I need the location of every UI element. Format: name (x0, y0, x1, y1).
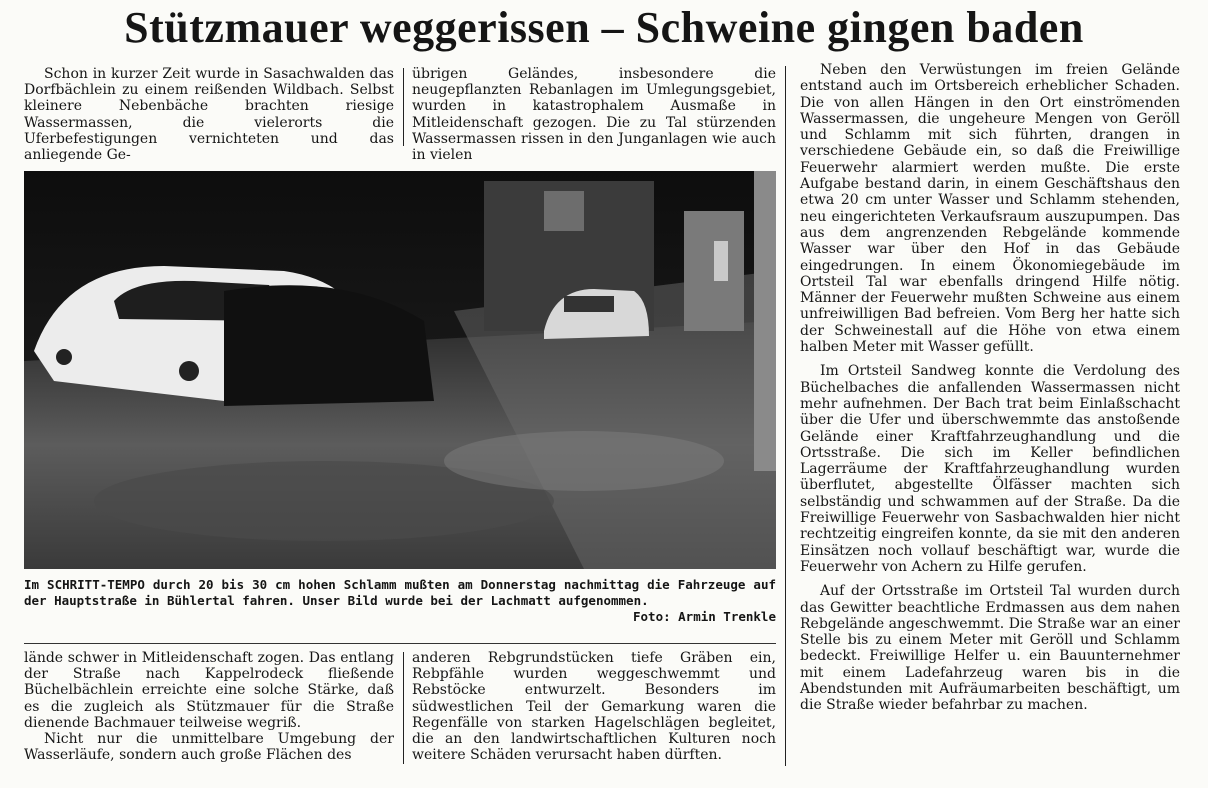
paragraph: Nicht nur die unmittelbare Umgebung der Wasserläufe, sondern auch große Flächen des (24, 731, 394, 764)
article-bottom-column-2 (412, 650, 776, 771)
photo-flooded-street (24, 171, 776, 569)
paragraph: Neben den Verwüstungen im freien Gelände entstand auch im Ortsbereich erheblicher Schaden. Die von allen Hängen in den Ort einströmenden Wassermassen, die ungeheure Mengen von Geröll und Schlamm mit sich führten, drangen in verschiedene Gebäude ein, so daß die Freiwillige Feuerwehr alarmiert werden mußte. Die erste Aufgabe bestand darin, in einem Geschäftshaus den etwa 20 cm unter Wasser und Schlamm stehenden, neu eingerichteten Verkaufsraum auszupumpen. Das aus dem angrenzenden Rebgelände kommende Wasser war über den Hof in das Gebäude eingedrungen. In einem Ökonomiegebäude im Ortsteil Tal war ebenfalls dringend Hilfe nötig. Männer der Feuerwehr mußten Schweine aus einem unfreiwilligen Bad befreien. Vom Berg her hatte sich der Schweinestall auf die Höhe von etwa einem halben Meter mit Wasser gefüllt. (800, 62, 1180, 356)
headline: Stützmauer weggerissen – Schweine gingen baden (124, 3, 1084, 52)
column-divider (403, 652, 404, 764)
article-top-column-2 (412, 66, 776, 171)
paragraph: Im Ortsteil Sandweg konnte die Verdolung des Büchelbaches die anfallenden Wassermassen nicht mehr aufnehmen. Der Bach trat beim Einlaßschacht über die Ufer und überschwemmte das anstoßende Gelände einer Kraftfahrzeughandlung und die Ortsstraße. Die sich im Keller befindlichen Lagerräume der Kraftfahrzeughandlung wurden überflutet, abgestellte Ölfässer machten sich selbständig und schwammen auf der Straße. Da die Freiwillige Feuerwehr von Sasbachwalden hier nicht rechtzeitig eingreifen konnte, da sie mit den anderen Einsätzen noch vollauf beschäftigt war, wurde die Feuerwehr von Achern zu Hilfe gerufen. (800, 363, 1180, 575)
paragraph: Schon in kurzer Zeit wurde in Sasachwalden das Dorfbächlein zu einem reißenden Wildbach. Selbst kleinere Nebenbäche brachten riesige Wassermassen, die vielerorts die Uferbefestigungen vernichteten und das anliegende Ge- (24, 66, 394, 164)
photo-credit: Foto: Armin Trenkle (633, 609, 776, 624)
article-bottom-column-1 (24, 650, 394, 771)
article-top-column-1 (24, 66, 394, 171)
paragraph: anderen Rebgrundstücken tiefe Gräben ein, Rebpfähle wurden weggeschwemmt und Rebstöcke entwurzelt. Besonders im südwestlichen Teil der Gemarkung waren die Regenfälle von starken Hagelschlägen begleitet, die an den landwirtschaftlichen Kulturen noch weitere Schäden verursacht haben dürften. (412, 650, 776, 764)
paragraph: übrigen Geländes, insbesondere die neugepflanzten Rebanlagen im Umlegungsgebiet, wurden in katastrophalem Ausmaße in Mitleidenschaft gezogen. Die zu Tal stürzenden Wassermassen rissen in den Junganlagen wie auch in vielen (412, 66, 776, 164)
separator-line (24, 643, 776, 644)
column-divider (785, 66, 786, 766)
paragraph: Auf der Ortsstraße im Ortsteil Tal wurden durch das Gewitter beachtliche Erdmassen aus dem nahen Rebgelände angeschwemmt. Die Straße war an einer Stelle bis zu einem Meter mit Geröll und Schlamm bedeckt. Freiwillige Helfer u. ein Bauunternehmer mit einem Ladefahrzeug waren bis in die Abendstunden mit Aufräumarbeiten beschäftigt, um die Straße wieder befahrbar zu machen. (800, 583, 1180, 714)
photo-caption: Im SCHRITT-TEMPO durch 20 bis 30 cm hohen Schlamm mußten am Donnerstag nachmittag die Fahrzeuge auf der Hauptstraße in Bühlertal fahren. Unser Bild wurde bei der Lachmatt aufgenommen. (24, 577, 776, 608)
column-divider (403, 68, 404, 146)
paragraph: lände schwer in Mitleidenschaft zogen. Das entlang der Straße nach Kappelrodeck fließende Büchelbächlein erreichte eine solche Stärke, daß es die zugleich als Stützmauer für die Straße dienende Bachmauer teilweise wegriß. (24, 650, 394, 731)
article-right-column (800, 62, 1180, 722)
news-photo (24, 171, 776, 569)
